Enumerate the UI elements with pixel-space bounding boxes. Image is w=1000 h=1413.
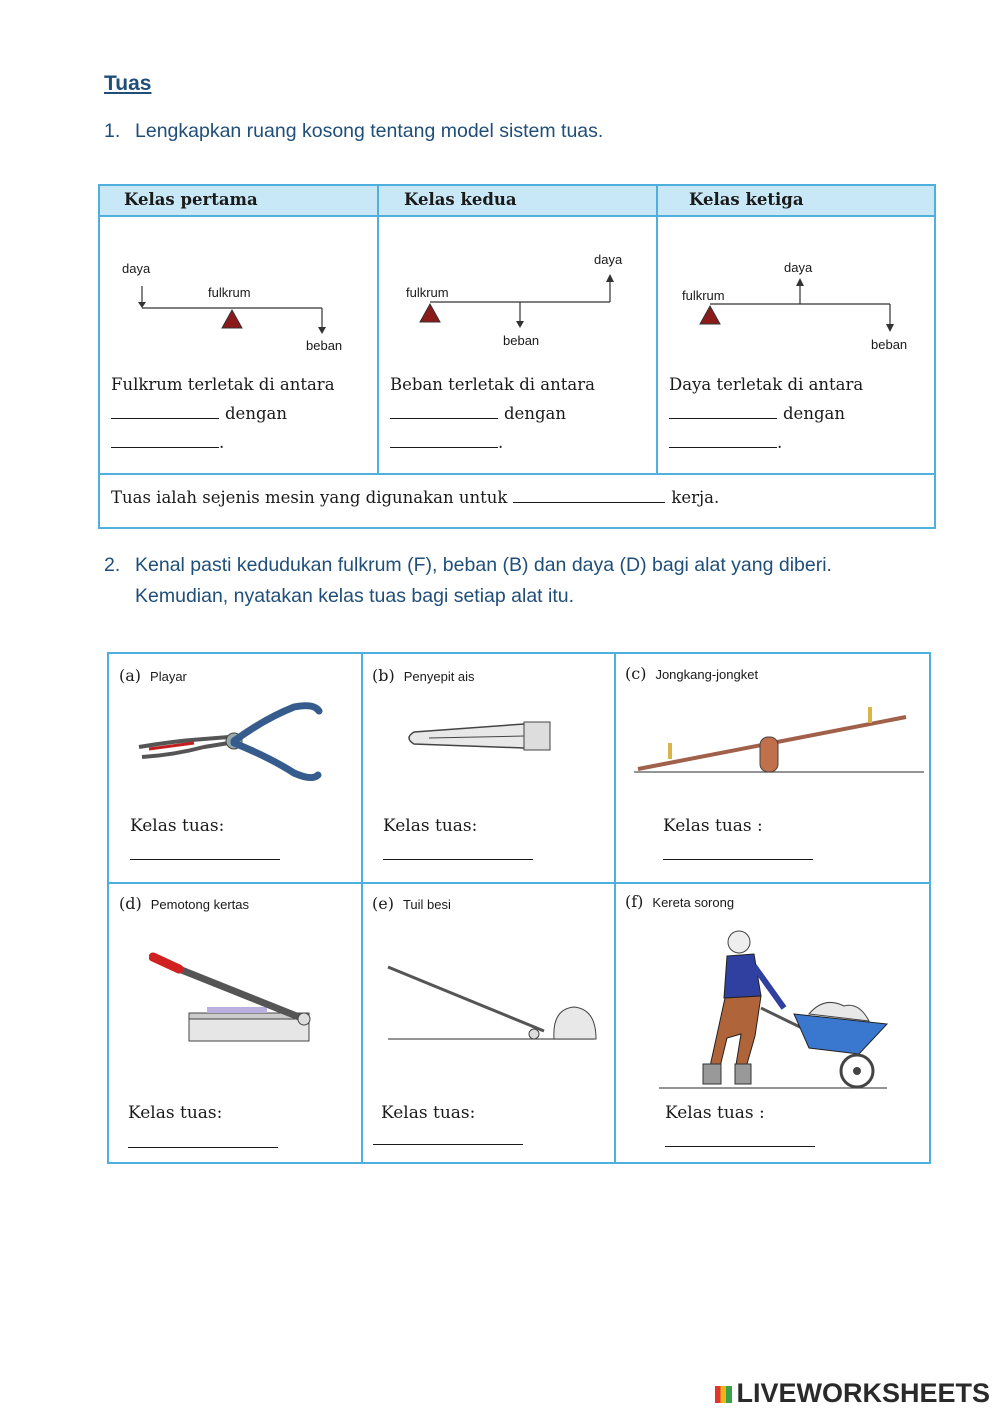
kelas-tuas-label: Kelas tuas: [130, 816, 225, 836]
question-2 [104, 550, 832, 612]
tool-label-c: (c) Jongkang-jongket [625, 664, 759, 683]
tool-label-d: (d) Pemotong kertas [119, 894, 250, 913]
paper-cutter-icon [149, 949, 319, 1049]
beban-label: beban [503, 333, 540, 348]
answer-blank[interactable] [130, 859, 280, 860]
crowbar-icon [384, 959, 604, 1049]
tools-table [107, 652, 931, 1164]
divider [109, 882, 929, 884]
question-1 [104, 116, 603, 147]
kelas-tuas-label: Kelas tuas: [128, 1103, 223, 1123]
answer-blank[interactable] [383, 859, 533, 860]
tool-label-a: (a) Playar [119, 666, 187, 685]
divider [100, 473, 934, 475]
answer-blank[interactable] [669, 431, 777, 448]
answer-blank[interactable] [665, 1146, 815, 1147]
divider [614, 654, 616, 1162]
answer-blank[interactable] [111, 431, 219, 448]
liveworksheets-logo: LIVEWORKSHEETS [715, 1378, 990, 1409]
beban-label: beban [871, 337, 908, 352]
daya-label: daya [122, 261, 151, 276]
fulkrum-label: fulkrum [682, 288, 725, 303]
kelas-tuas-label: Kelas tuas: [383, 816, 478, 836]
logo-icon [715, 1386, 732, 1403]
question-2-line2: Kemudian, nyatakan kelas tuas bagi setiap alat itu. [135, 585, 575, 607]
header-second-class: Kelas kedua [379, 186, 656, 217]
divider [656, 186, 658, 475]
fulkrum-label: fulkrum [208, 285, 251, 300]
kelas-tuas-label: Kelas tuas : [665, 1103, 765, 1123]
first-class-description: Fulkrum terletak di antara dengan . [111, 375, 335, 452]
question-1-number: 1. [104, 120, 121, 142]
beban-label: beban [306, 338, 343, 353]
tool-label-b: (b) Penyepit ais [372, 666, 475, 685]
answer-blank[interactable] [390, 402, 498, 419]
question-2-number: 2. [104, 554, 121, 576]
third-class-description: Daya terletak di antara dengan . [669, 375, 864, 452]
answer-blank[interactable] [111, 402, 219, 419]
lever-definition: Tuas ialah sejenis mesin yang digunakan untuk kerja. [111, 488, 720, 507]
question-2-line1: Kenal pasti kedudukan fulkrum (F), beban (B) dan daya (D) bagi alat yang diberi. [135, 554, 832, 576]
page-title: Tuas [104, 72, 152, 95]
daya-label: daya [784, 260, 813, 275]
answer-blank[interactable] [513, 488, 665, 503]
lever-class-table [98, 184, 936, 529]
answer-blank[interactable] [128, 1147, 278, 1148]
seesaw-icon [634, 699, 929, 779]
divider [377, 186, 379, 475]
header-first-class: Kelas pertama [100, 186, 377, 217]
answer-blank[interactable] [373, 1144, 523, 1145]
answer-blank[interactable] [669, 402, 777, 419]
daya-label: daya [594, 252, 623, 267]
header-third-class: Kelas ketiga [658, 186, 934, 217]
kelas-tuas-label: Kelas tuas : [663, 816, 763, 836]
answer-blank[interactable] [390, 431, 498, 448]
ice-tongs-icon [404, 714, 564, 764]
second-class-description: Beban terletak di antara dengan . [390, 375, 595, 452]
question-1-text: Lengkapkan ruang kosong tentang model sistem tuas. [135, 120, 604, 142]
tool-label-e: (e) Tuil besi [372, 894, 451, 913]
kelas-tuas-label: Kelas tuas: [381, 1103, 476, 1123]
pliers-icon [134, 699, 324, 789]
wheelbarrow-icon [659, 926, 899, 1091]
divider [361, 654, 363, 1162]
tool-label-f: (f) Kereta sorong [625, 892, 735, 911]
answer-blank[interactable] [663, 859, 813, 860]
fulkrum-label: fulkrum [406, 285, 449, 300]
